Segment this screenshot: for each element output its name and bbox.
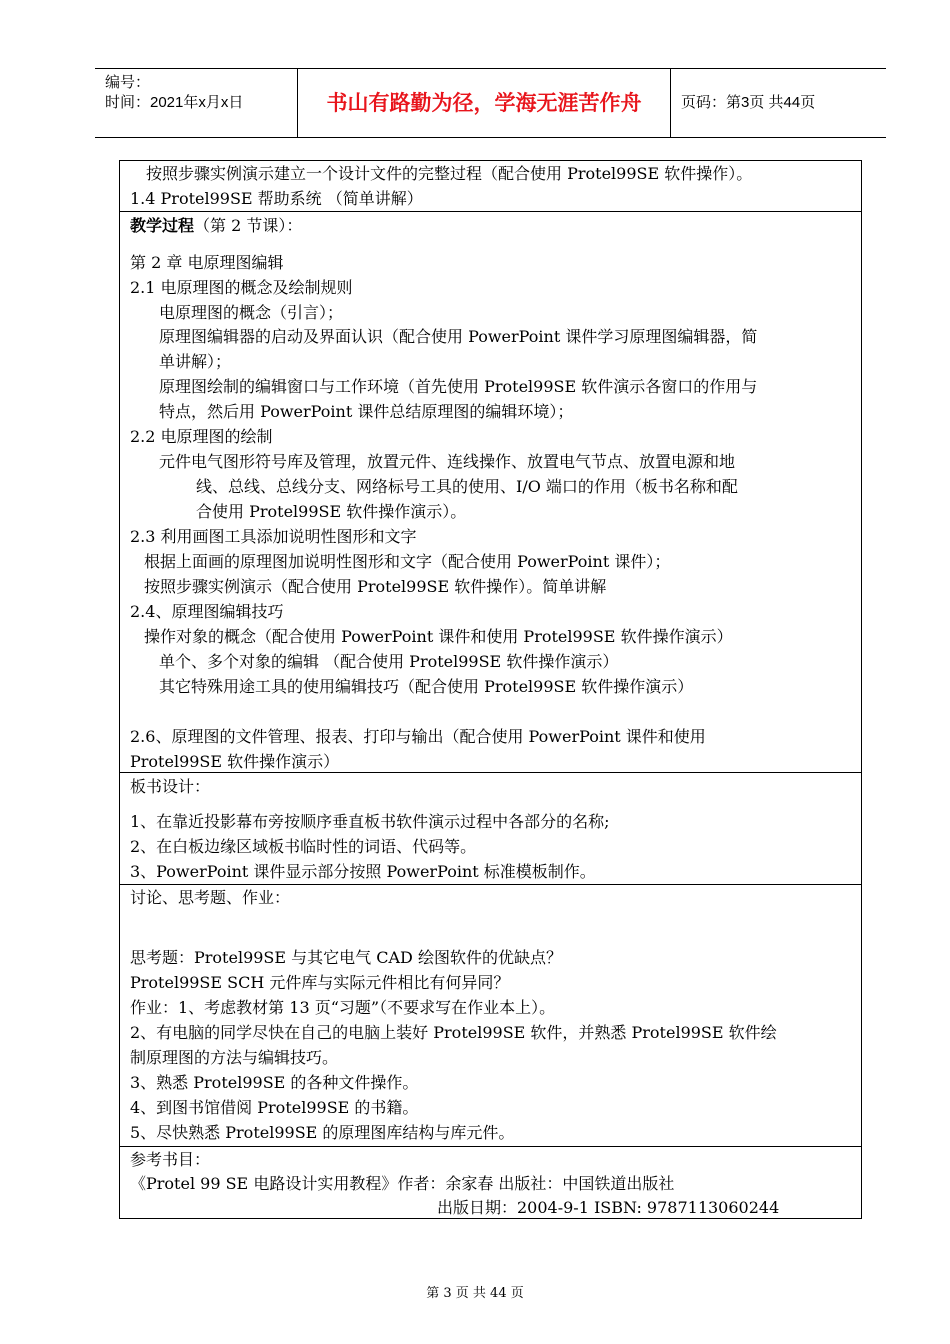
process-line: 操作对象的概念（配合使用 PowerPoint 课件和使用 Protel99SE 软件操作演示） — [144, 627, 733, 646]
page-footer: 第 3 页 共 44 页 — [426, 1286, 524, 1301]
board-line: 2、在白板边缘区域板书临时性的词语、代码等。 — [130, 837, 477, 856]
process-line: 2.6、原理图的文件管理、报表、打印与输出（配合使用 PowerPoint 课件和使用 — [130, 727, 706, 746]
time-label: 时间：2021年x月x日 — [105, 94, 244, 111]
process-line: 其它特殊用途工具的使用编辑技巧（配合使用 Protel99SE 软件操作演示） — [159, 677, 694, 696]
process-line: 元件电气图形符号库及管理，放置元件、连线操作、放置电气节点、放置电源和地 — [159, 452, 736, 471]
discussion-line: 3、熟悉 Protel99SE 的各种文件操作。 — [130, 1073, 419, 1092]
page-header — [95, 68, 886, 138]
board-line: 1、在靠近投影幕布旁按顺序垂直板书软件演示过程中各部分的名称; — [130, 812, 610, 831]
process-line: 2.1 电原理图的概念及绘制规则 — [130, 278, 353, 297]
reference-line: 《Protel 99 SE 电路设计实用教程》作者：余家春 出版社：中国铁道出版社 — [130, 1174, 675, 1193]
header-motto: 书山有路勤为径，学海无涯苦作舟 — [297, 69, 671, 137]
discussion-line: 作业：1、考虑教材第 13 页“习题”（不要求写在作业本上）。 — [130, 998, 556, 1017]
process-line: 2.3 利用画图工具添加说明性图形和文字 — [130, 527, 417, 546]
lesson-table — [119, 160, 862, 1219]
process-line: 电原理图的概念（引言）； — [159, 303, 344, 322]
process-line: 单讲解）； — [159, 352, 232, 371]
process-title-bold: 教学过程 — [130, 216, 195, 235]
discussion-line: Protel99SE SCH 元件库与实际元件相比有何异同？ — [130, 973, 510, 992]
process-line: Protel99SE 软件操作演示） — [130, 752, 340, 771]
discussion-section — [120, 884, 861, 1147]
intro-line: 按照步骤实例演示建立一个设计文件的完整过程（配合使用 Protel99SE 软件操作）。 — [146, 164, 753, 183]
discussion-line: 2、有电脑的同学尽快在自己的电脑上装好 Protel99SE 软件，并熟悉 Protel99SE 软件绘 — [130, 1023, 777, 1042]
discussion-line: 4、到图书馆借阅 Protel99SE 的书籍。 — [130, 1098, 419, 1117]
header-page-info: 页码：第3页 共44页 — [681, 94, 816, 111]
references-title: 参考书目： — [130, 1150, 211, 1169]
process-section — [120, 211, 861, 773]
process-line: 2.2 电原理图的绘制 — [130, 427, 273, 446]
number-label: 编号： — [105, 74, 151, 91]
process-line: 按照步骤实例演示（配合使用 Protel99SE 软件操作）。简单讲解 — [144, 577, 607, 596]
process-line: 特点，然后用 PowerPoint 课件总结原理图的编辑环境）； — [159, 402, 574, 421]
board-section — [120, 772, 861, 885]
process-line: 2.4、原理图编辑技巧 — [130, 602, 284, 621]
process-line: 线、总线、总线分支、网络标号工具的使用、I/O 端口的作用（板书名称和配 — [196, 477, 738, 496]
process-line: 第 2 章 电原理图编辑 — [130, 253, 284, 272]
header-meta — [95, 69, 297, 137]
discussion-line: 5、尽快熟悉 Protel99SE 的原理图库结构与库元件。 — [130, 1123, 515, 1142]
reference-line: 出版日期：2004-9-1 ISBN: 9787113060244 — [437, 1198, 780, 1217]
intro-line: 1.4 Protel99SE 帮助系统 （简单讲解） — [130, 189, 423, 208]
process-title-rest: （第 2 节课）： — [194, 216, 303, 235]
discussion-line: 制原理图的方法与编辑技巧。 — [130, 1048, 339, 1067]
process-line: 单个、多个对象的编辑 （配合使用 Protel99SE 软件操作演示） — [159, 652, 619, 671]
board-title: 板书设计： — [130, 777, 211, 796]
process-line: 原理图编辑器的启动及界面认识（配合使用 PowerPoint 课件学习原理图编辑器，简 — [159, 327, 758, 346]
process-title — [130, 215, 302, 237]
process-line: 合使用 Protel99SE 软件操作演示）。 — [196, 502, 467, 521]
references-section — [120, 1146, 861, 1219]
process-line: 根据上面画的原理图加说明性图形和文字（配合使用 PowerPoint 课件）； — [144, 552, 671, 571]
discussion-line: 思考题：Protel99SE 与其它电气 CAD 绘图软件的优缺点？ — [130, 948, 562, 967]
intro-section — [120, 161, 861, 211]
process-line: 原理图绘制的编辑窗口与工作环境（首先使用 Protel99SE 软件演示各窗口的作用与 — [159, 377, 758, 396]
discussion-title: 讨论、思考题、作业： — [130, 888, 291, 907]
board-line: 3、PowerPoint 课件显示部分按照 PowerPoint 标准模板制作。 — [130, 862, 596, 881]
